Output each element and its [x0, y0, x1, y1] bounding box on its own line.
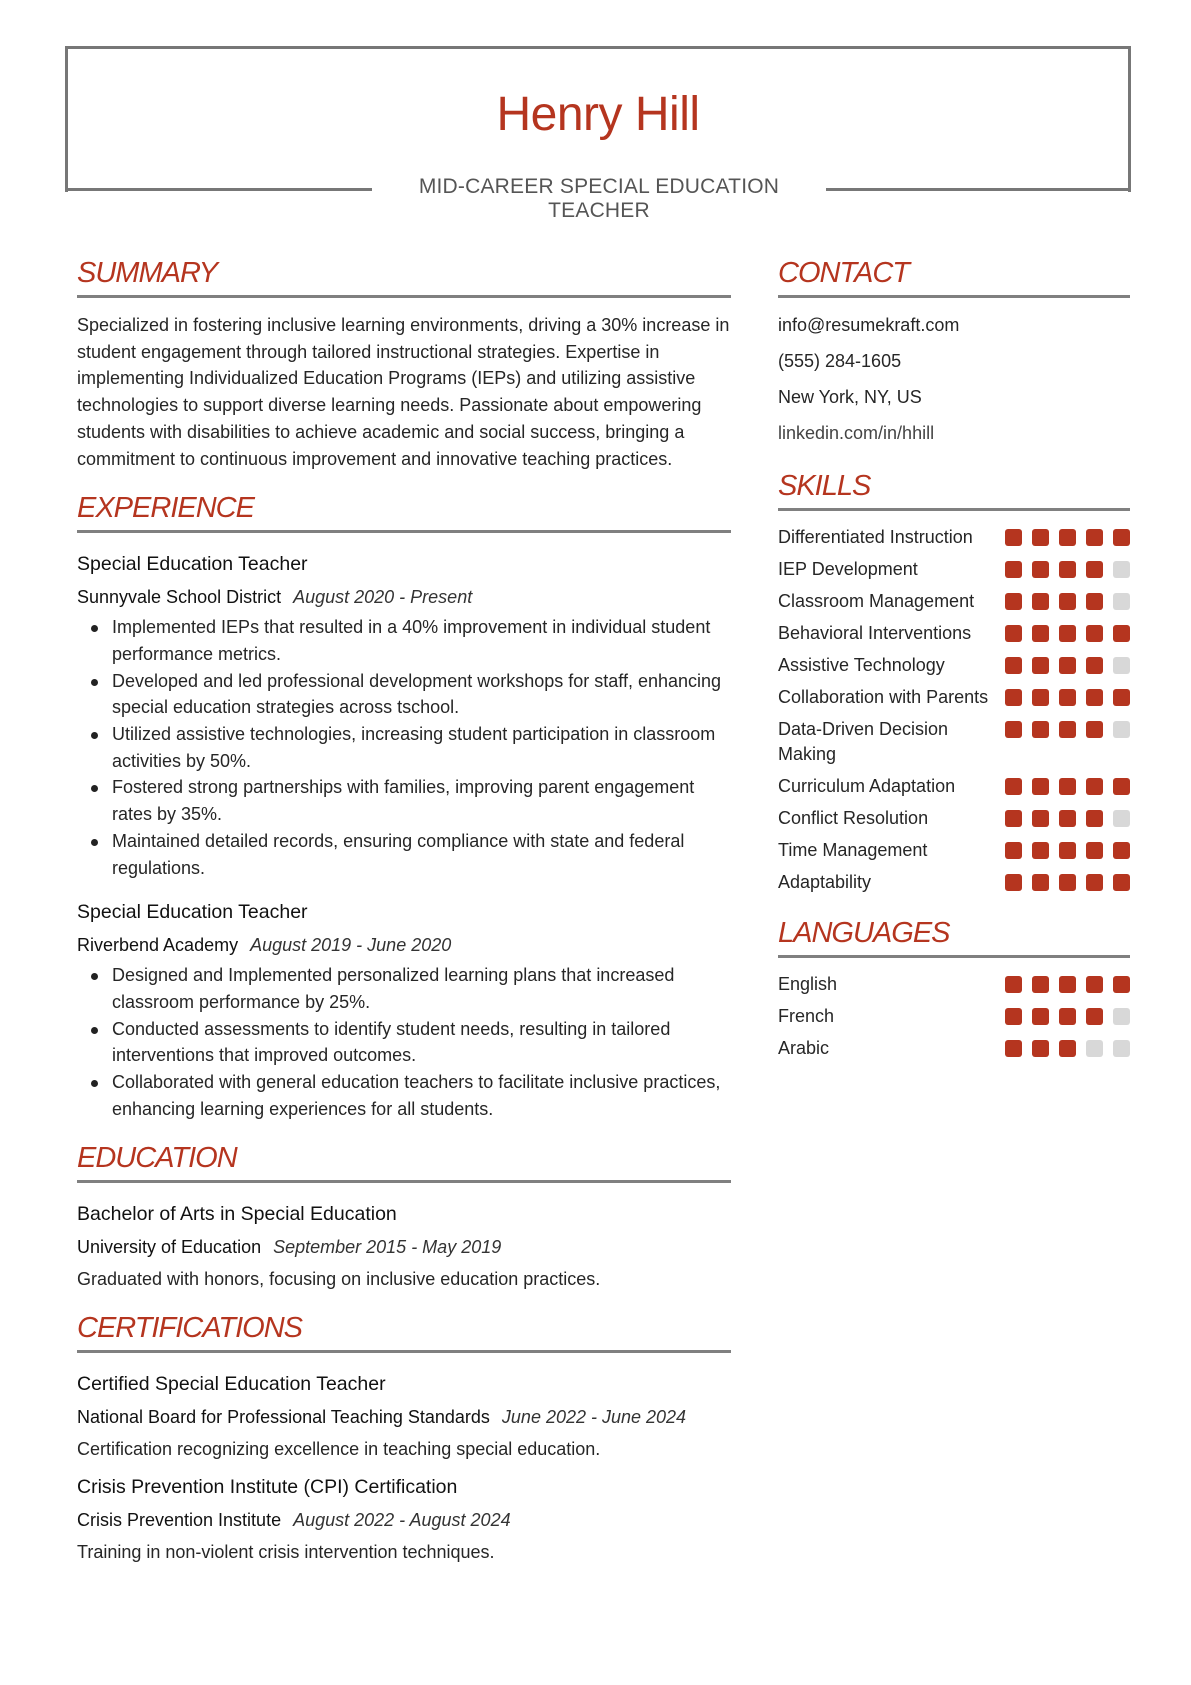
job-title: Special Education Teacher	[77, 553, 308, 576]
skill-row	[778, 838, 1130, 863]
skill-row	[778, 806, 1130, 831]
rating-dot-filled	[1059, 842, 1076, 859]
bullet-item: Fostered strong partnerships with families, improving parent engagement rates by 35%.	[77, 774, 731, 827]
skills-heading: SKILLS	[778, 468, 1130, 511]
cert-org: Crisis Prevention Institute	[77, 1510, 282, 1531]
skill-row	[778, 621, 1130, 646]
rating-dot-filled	[1059, 1008, 1076, 1025]
skill-row-name: Data-Driven Decision Making	[778, 719, 949, 764]
bullet-item: Maintained detailed records, ensuring compliance with state and federal regulations.	[77, 828, 731, 881]
rating-dot-filled	[1086, 593, 1103, 610]
rating-dot-filled	[1005, 529, 1022, 546]
skill-row-rating	[1005, 806, 1130, 827]
rating-dot-filled	[1005, 561, 1022, 578]
job-title: Special Education Teacher	[77, 901, 308, 924]
contact-phone: (555) 284-1605	[778, 351, 902, 371]
language-row-name: Arabic	[778, 1038, 830, 1058]
rating-dot-empty	[1113, 1008, 1130, 1025]
skill-row-name: Differentiated Instruction	[778, 527, 973, 547]
language-row-rating	[1005, 972, 1130, 993]
candidate-name: Henry Hill	[496, 88, 700, 141]
rating-dot-filled	[1086, 874, 1103, 891]
rating-dot-filled	[1059, 689, 1076, 706]
rating-dot-filled	[1032, 874, 1049, 891]
rating-dot-filled	[1113, 778, 1130, 795]
skills-list	[778, 525, 1130, 895]
rating-dot-filled	[1059, 593, 1076, 610]
job-org: Sunnyvale School District	[77, 587, 282, 608]
skill-row-rating	[1005, 717, 1130, 738]
education-heading: EDUCATION	[77, 1140, 731, 1183]
rating-dot-filled	[1059, 1040, 1076, 1057]
summary-heading: SUMMARY	[77, 255, 731, 298]
bullet-item: Designed and Implemented personalized learning plans that increased classroom performance by 25%.	[77, 962, 731, 1015]
skill-row-rating	[1005, 774, 1130, 795]
rating-dot-filled	[1032, 593, 1049, 610]
contact-section	[778, 255, 1130, 446]
job-entry	[77, 899, 731, 1122]
rating-dot-filled	[1005, 721, 1022, 738]
rating-dot-filled	[1032, 778, 1049, 795]
skill-row-rating	[1005, 653, 1130, 674]
rating-dot-filled	[1032, 842, 1049, 859]
rating-dot-filled	[1086, 561, 1103, 578]
skill-row	[778, 717, 1130, 767]
rating-dot-filled	[1086, 689, 1103, 706]
cert-dates: June 2022 - June 2024	[501, 1407, 687, 1428]
cert-org: National Board for Professional Teaching Standards	[77, 1407, 490, 1428]
rating-dot-empty	[1113, 593, 1130, 610]
right-column	[778, 255, 1130, 1079]
summary-text: Specialized in fostering inclusive learning environments, driving a 30% increase in student engagement through tailored instructional strategies. Expertise in implementing Individualized Education Programs (IEPs) and utilizing assistive technologies to support diverse learning needs. Passionate about empowering students with disabilities to achieve academic and social success, bringing a commitment to continuous improvement and innovative teaching practices.	[77, 315, 730, 469]
skill-row-name: Conflict Resolution	[778, 808, 929, 828]
contact-location: New York, NY, US	[778, 387, 922, 407]
rating-dot-filled	[1059, 657, 1076, 674]
experience-section	[77, 490, 731, 1122]
rating-dot-empty	[1113, 561, 1130, 578]
contact-linkedin[interactable]: linkedin.com/in/hhill	[778, 423, 935, 443]
rating-dot-filled	[1113, 874, 1130, 891]
skill-row-rating	[1005, 557, 1130, 578]
header-rule-right	[826, 188, 1131, 191]
rating-dot-filled	[1005, 593, 1022, 610]
rating-dot-filled	[1086, 1008, 1103, 1025]
education-dates: September 2015 - May 2019	[273, 1237, 502, 1258]
cert-dates: August 2022 - August 2024	[293, 1510, 511, 1531]
languages-list	[778, 972, 1130, 1061]
skill-row-name: Behavioral Interventions	[778, 623, 972, 643]
skill-row	[778, 653, 1130, 678]
rating-dot-filled	[1086, 976, 1103, 993]
skill-row-name: Assistive Technology	[778, 655, 945, 675]
rating-dot-filled	[1005, 689, 1022, 706]
rating-dot-filled	[1005, 778, 1022, 795]
rating-dot-filled	[1059, 721, 1076, 738]
rating-dot-filled	[1086, 657, 1103, 674]
rating-dot-empty	[1086, 1040, 1103, 1057]
cert-meta	[77, 1507, 731, 1535]
summary-section	[77, 255, 731, 472]
language-row	[778, 972, 1130, 997]
skill-row	[778, 525, 1130, 550]
rating-dot-filled	[1032, 561, 1049, 578]
rating-dot-filled	[1086, 625, 1103, 642]
rating-dot-filled	[1032, 976, 1049, 993]
rating-dot-filled	[1113, 689, 1130, 706]
skill-row-rating	[1005, 838, 1130, 859]
rating-dot-filled	[1086, 778, 1103, 795]
cert-desc: Training in non-violent crisis intervention techniques.	[77, 1542, 495, 1563]
rating-dot-filled	[1005, 976, 1022, 993]
cert-meta	[77, 1404, 731, 1432]
language-row-rating	[1005, 1036, 1130, 1057]
rating-dot-filled	[1005, 625, 1022, 642]
school-name: University of Education	[77, 1237, 262, 1258]
job-dates: August 2019 - June 2020	[250, 935, 452, 956]
rating-dot-filled	[1032, 689, 1049, 706]
certifications-section	[77, 1310, 731, 1565]
rating-dot-filled	[1032, 657, 1049, 674]
rating-dot-filled	[1005, 810, 1022, 827]
bullet-item: Utilized assistive technologies, increasing student participation in classroom activities by 50%.	[77, 721, 731, 774]
rating-dot-filled	[1086, 810, 1103, 827]
job-meta	[77, 584, 731, 612]
rating-dot-filled	[1113, 842, 1130, 859]
skill-row	[778, 870, 1130, 895]
languages-heading: LANGUAGES	[778, 915, 1130, 958]
skill-row-rating	[1005, 685, 1130, 706]
education-section	[77, 1140, 731, 1292]
skill-row-rating	[1005, 621, 1130, 642]
contact-email[interactable]: info@resumekraft.com	[778, 315, 960, 335]
skill-row-name: Curriculum Adaptation	[778, 776, 956, 796]
language-row	[778, 1036, 1130, 1061]
rating-dot-filled	[1059, 976, 1076, 993]
language-row	[778, 1004, 1130, 1029]
rating-dot-filled	[1059, 529, 1076, 546]
rating-dot-filled	[1032, 529, 1049, 546]
rating-dot-filled	[1032, 1008, 1049, 1025]
bullet-item: Conducted assessments to identify student needs, resulting in tailored interventions that improved outcomes.	[77, 1016, 731, 1069]
rating-dot-empty	[1113, 721, 1130, 738]
rating-dot-filled	[1086, 721, 1103, 738]
rating-dot-filled	[1032, 625, 1049, 642]
degree-title: Bachelor of Arts in Special Education	[77, 1203, 397, 1226]
rating-dot-filled	[1086, 842, 1103, 859]
rating-dot-filled	[1059, 874, 1076, 891]
rating-dot-filled	[1113, 625, 1130, 642]
left-column	[77, 255, 731, 1583]
job-subtitle: MID-CAREER SPECIAL EDUCATION TEACHER	[418, 175, 780, 222]
rating-dot-filled	[1032, 721, 1049, 738]
rating-dot-filled	[1059, 778, 1076, 795]
rating-dot-filled	[1086, 529, 1103, 546]
skill-row	[778, 557, 1130, 582]
language-row-name: French	[778, 1006, 835, 1026]
education-meta	[77, 1234, 731, 1262]
rating-dot-filled	[1032, 810, 1049, 827]
skill-row-rating	[1005, 525, 1130, 546]
skill-row-name: Time Management	[778, 840, 928, 860]
rating-dot-filled	[1059, 561, 1076, 578]
rating-dot-empty	[1113, 1040, 1130, 1057]
rating-dot-filled	[1059, 810, 1076, 827]
rating-dot-filled	[1005, 1040, 1022, 1057]
cert-name: Crisis Prevention Institute (CPI) Certification	[77, 1476, 458, 1499]
skills-section	[778, 468, 1130, 895]
rating-dot-empty	[1113, 810, 1130, 827]
job-meta	[77, 932, 731, 960]
job-org: Riverbend Academy	[77, 935, 239, 956]
contact-heading: CONTACT	[778, 255, 1130, 298]
rating-dot-filled	[1113, 976, 1130, 993]
language-row-rating	[1005, 1004, 1130, 1025]
education-desc: Graduated with honors, focusing on inclusive education practices.	[77, 1269, 601, 1290]
job-dates: August 2020 - Present	[293, 587, 473, 608]
rating-dot-filled	[1032, 1040, 1049, 1057]
experience-heading: EXPERIENCE	[77, 490, 731, 533]
skill-row-rating	[1005, 589, 1130, 610]
skill-row-name: IEP Development	[778, 559, 918, 579]
languages-section	[778, 915, 1130, 1061]
skill-row	[778, 685, 1130, 710]
cert-desc: Certification recognizing excellence in teaching special education.	[77, 1439, 601, 1460]
skill-row-name: Adaptability	[778, 872, 872, 892]
header-box	[65, 46, 1131, 192]
skill-row	[778, 774, 1130, 799]
rating-dot-filled	[1005, 1008, 1022, 1025]
skill-row-rating	[1005, 870, 1130, 891]
rating-dot-empty	[1113, 657, 1130, 674]
cert-name: Certified Special Education Teacher	[77, 1373, 386, 1396]
skill-row-name: Collaboration with Parents	[778, 687, 989, 707]
job-bullets	[77, 614, 731, 881]
language-row-name: English	[778, 974, 838, 994]
bullet-item: Developed and led professional development workshops for staff, enhancing special education strategies across tschool.	[77, 668, 731, 721]
job-entry	[77, 551, 731, 881]
certifications-heading: CERTIFICATIONS	[77, 1310, 731, 1353]
bullet-item: Collaborated with general education teachers to facilitate inclusive practices, enhancing learning experiences for all students.	[77, 1069, 731, 1122]
skill-row-name: Classroom Management	[778, 591, 975, 611]
rating-dot-filled	[1059, 625, 1076, 642]
rating-dot-filled	[1005, 874, 1022, 891]
rating-dot-filled	[1005, 842, 1022, 859]
rating-dot-filled	[1005, 657, 1022, 674]
bullet-item: Implemented IEPs that resulted in a 40% improvement in individual student performance metrics.	[77, 614, 731, 667]
skill-row	[778, 589, 1130, 614]
rating-dot-filled	[1113, 529, 1130, 546]
job-bullets	[77, 962, 731, 1122]
header-rule-left	[65, 188, 372, 191]
